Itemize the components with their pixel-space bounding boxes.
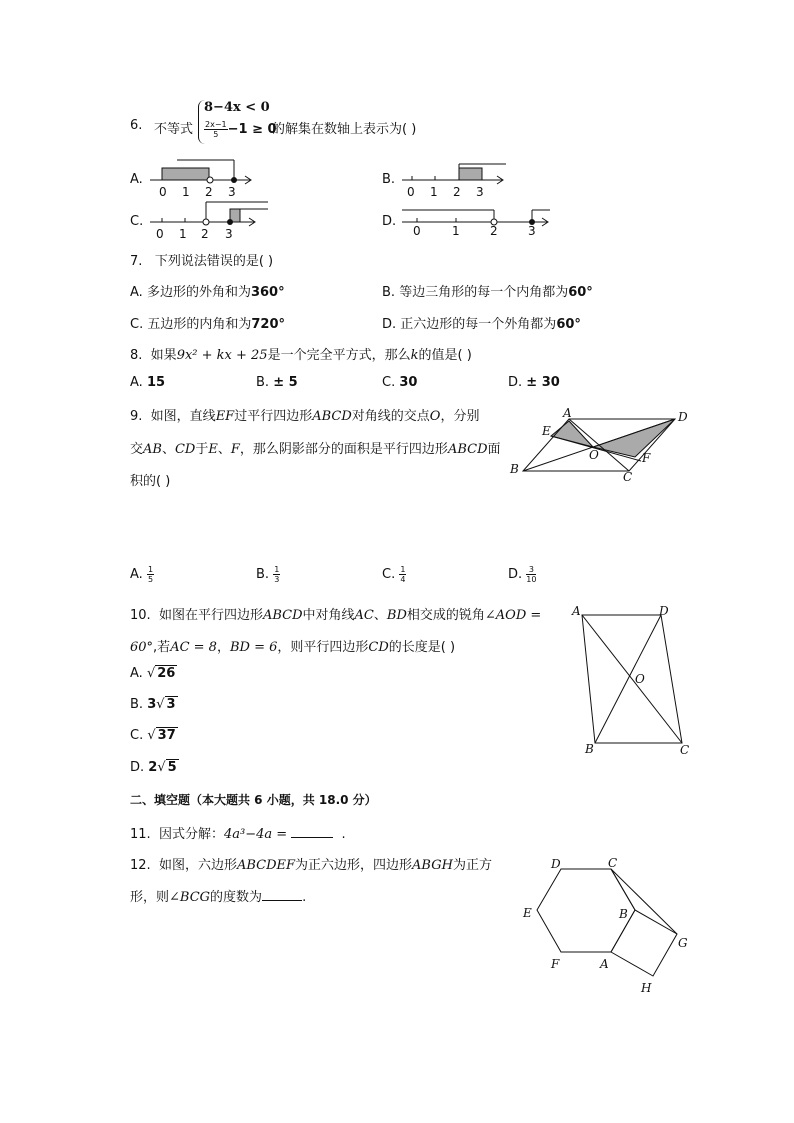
svg-text:E: E (542, 424, 551, 438)
tick-0: 0 (156, 227, 164, 241)
svg-text:G: G (678, 936, 688, 950)
tick-1: 1 (452, 224, 460, 238)
tick-0: 0 (407, 185, 415, 199)
q7-stem (130, 250, 273, 269)
q9-line2: 交AB、CD于E、F，那么阴影部分的面积是平行四边形ABCD面 (130, 442, 501, 457)
q10-line1: 10. 如图在平行四边形ABCD中对角线AC、BD相交成的锐角∠AOD = (130, 608, 542, 623)
q9-option-b[interactable]: B. $\frac{1}{3}$ (256, 565, 280, 584)
svg-text:B: B (585, 742, 594, 756)
q6-stem-post: 的解集在数轴上表示为( ) (272, 122, 417, 137)
q10-option-a[interactable]: A. √ 26 (130, 666, 176, 681)
svg-text:B: B (619, 907, 628, 921)
q7-option-a[interactable]: A. 多边形的外角和为360° (130, 285, 285, 300)
svg-text:A: A (600, 957, 609, 971)
section-title: 二、填空题（本大题共 6 小题，共 18.0 分） (130, 793, 377, 807)
q6-stem-pre: 不等式 (154, 122, 194, 137)
tick-2: 2 (205, 185, 213, 199)
q6-option-a-label[interactable]: A. (130, 172, 143, 187)
q9-option-a[interactable]: A. $\frac{1}{5}$ (130, 565, 154, 584)
svg-text:E: E (523, 906, 532, 920)
tick-0: 0 (159, 185, 167, 199)
svg-text:F: F (642, 451, 651, 465)
svg-text:D: D (659, 604, 669, 618)
shade (459, 168, 482, 180)
svg-text:O: O (635, 672, 645, 686)
q12-answer-blank[interactable] (262, 888, 302, 901)
q12-line1: 12. 如图，六边形ABCDEF为正六边形，四边形ABGH为正方 (130, 858, 492, 873)
svg-text:B: B (510, 462, 519, 476)
q9-option-d[interactable]: D. $\frac{3}{10}$ (508, 565, 537, 584)
tick-3: 3 (225, 227, 233, 241)
q7-option-d[interactable]: D. 正六边形的每一个外角都为60° (382, 317, 581, 332)
q11-stem: 11. 因式分解：4a³−4a = . (130, 827, 346, 842)
svg-text:O: O (589, 448, 599, 462)
q6-number: 6. (130, 118, 143, 133)
q6-option-d-label[interactable]: D. (382, 214, 397, 229)
q9-figure (505, 405, 705, 485)
tick-1: 1 (179, 227, 187, 241)
q10-option-b[interactable]: B. 3√ 3 (130, 697, 176, 712)
q8-option-d[interactable]: D. ± 30 (508, 375, 560, 390)
tick-3: 3 (476, 185, 484, 199)
q7-number: 7. (130, 254, 143, 269)
svg-text:D: D (678, 410, 688, 424)
q8-option-c[interactable]: C. 30 (382, 375, 418, 390)
q10-option-c[interactable]: C. √ 37 (130, 728, 176, 743)
q6-option-c-label[interactable]: C. (130, 214, 144, 229)
svg-text:H: H (641, 981, 652, 995)
q6-option-b-label[interactable]: B. (382, 172, 396, 187)
q8-stem: 8. 如果9x² + kx + 25是一个完全平方式，那么k的值是( ) (130, 348, 472, 363)
svg-text:C: C (608, 856, 618, 870)
q10-figure (568, 603, 698, 763)
q10-line2: 60°,若AC = 8，BD = 6，则平行四边形CD的长度是( ) (130, 640, 456, 655)
svg-text:A: A (563, 406, 572, 420)
q6-option-a-numberline[interactable] (150, 158, 260, 198)
q7-option-b[interactable]: B. 等边三角形的每一个内角都为60° (382, 285, 593, 300)
q6-fraction: $\frac{2x-1}{5}$ (205, 120, 227, 139)
tick-2: 2 (453, 185, 461, 199)
q12-line2: 形，则∠BCG的度数为 . (130, 890, 307, 905)
tick-1: 1 (430, 185, 438, 199)
svg-text:F: F (551, 957, 560, 971)
q12-figure (515, 852, 695, 997)
svg-text:C: C (623, 470, 633, 484)
svg-text:D: D (551, 857, 561, 871)
q6-option-d-numberline[interactable] (402, 200, 552, 240)
q9-line3: 积的( ) (130, 474, 171, 489)
svg-text:C: C (680, 743, 690, 757)
q9-option-c[interactable]: C. $\frac{1}{4}$ (382, 565, 406, 584)
q6-line1: 8−4x < 0 (204, 100, 270, 115)
q6-line2: $\frac{2x-1}{5}$ −1 ≥ 0 (205, 120, 277, 139)
q6-option-c-numberline[interactable] (150, 200, 280, 240)
tick-2: 2 (490, 224, 498, 238)
q11-answer-blank[interactable] (291, 825, 333, 838)
shade (162, 168, 209, 180)
q10-option-d[interactable]: D. 2√ 5 (130, 760, 177, 775)
tick-2: 2 (201, 227, 209, 241)
q7-option-c[interactable]: C. 五边形的内角和为720° (130, 317, 286, 332)
q9-line1: 9. 如图，直线EF过平行四边形ABCD对角线的交点O，分别 (130, 409, 480, 424)
q7-text: 下列说法错误的是( ) (154, 254, 274, 269)
svg-text:A: A (572, 604, 581, 618)
q8-option-b[interactable]: B. ± 5 (256, 375, 298, 390)
q8-option-a[interactable]: A. 15 (130, 375, 166, 390)
tick-0: 0 (413, 224, 421, 238)
q6-option-b-numberline[interactable] (402, 158, 512, 198)
tick-1: 1 (182, 185, 190, 199)
tick-3: 3 (228, 185, 236, 199)
tick-3: 3 (528, 224, 536, 238)
